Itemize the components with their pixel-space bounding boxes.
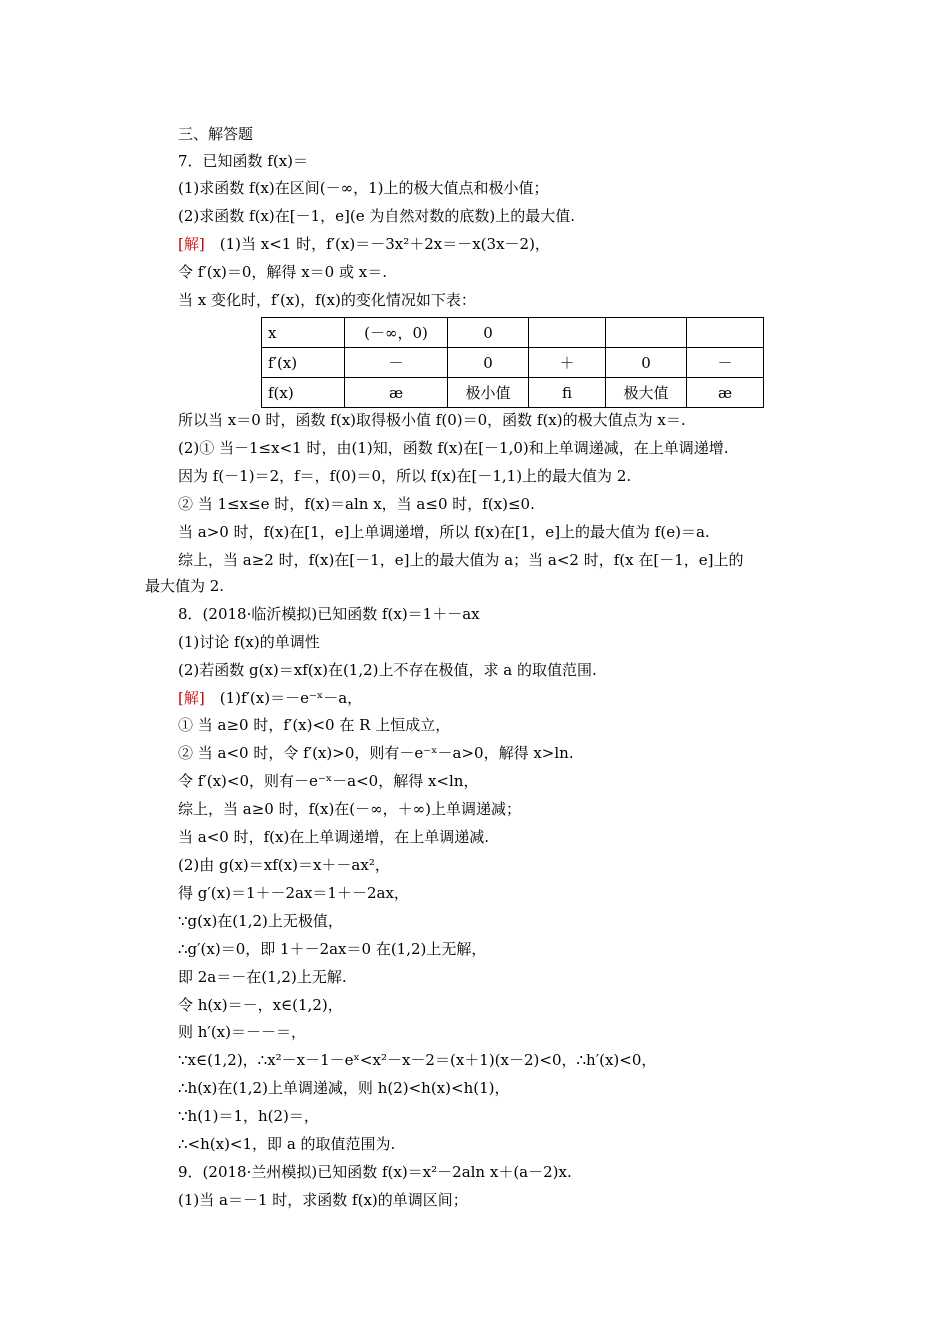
table-cell: ＋: [529, 348, 606, 378]
text-line: [178, 715, 450, 735]
line-text: (1)f′(x)＝－e⁻ˣ－a，: [204, 689, 363, 707]
text-line: [178, 995, 343, 1015]
line-text: (2)由 g(x)＝xf(x)＝x＋－ax²，: [178, 856, 390, 874]
table-cell: 极大值: [606, 378, 687, 408]
line-text: ∵h(1)＝1，h(2)＝，: [178, 1107, 319, 1125]
table-cell: f′(x): [262, 348, 345, 378]
line-text: 三、解答题: [178, 125, 254, 143]
text-line: [178, 466, 631, 486]
line-text: ∴<h(x)<1，即 a 的取值范围为.: [178, 1135, 396, 1153]
table-cell: 0: [448, 348, 529, 378]
line-text: (1)讨论 f(x)的单调性: [178, 633, 320, 651]
solution-marker: [解]: [178, 689, 205, 707]
line-text: (2)求函数 f(x)在[－1，e](e 为自然对数的底数)上的最大值.: [178, 207, 575, 225]
text-line: [178, 206, 575, 226]
text-line: [178, 438, 729, 458]
text-line: [178, 151, 308, 171]
table-cell: －: [687, 348, 764, 378]
table-cell: ﬁ: [529, 378, 606, 408]
line-text: 即 2a＝－在(1,2)上无解.: [178, 968, 347, 986]
text-line: [178, 688, 362, 708]
table-row: [262, 318, 764, 348]
table-cell: [606, 318, 687, 348]
text-line: [178, 967, 347, 987]
line-text: ② 当 a<0 时，令 f′(x)>0，则有－e⁻ˣ－a>0，解得 x>ln.: [178, 744, 574, 762]
line-text: ② 当 1≤x≤e 时，f(x)＝aln x，当 a≤0 时，f(x)≤0.: [178, 495, 535, 513]
line-text: 当 a>0 时，f(x)在[1，e]上单调递增，所以 f(x)在[1，e]上的最大值为 f(e)＝a.: [178, 523, 710, 541]
table-cell: －: [345, 348, 448, 378]
line-text: 令 h(x)＝－，x∈(1,2)，: [178, 996, 343, 1014]
text-line: [178, 262, 387, 282]
table-cell: f(x): [262, 378, 345, 408]
text-line: [178, 855, 390, 875]
line-text: 因为 f(－1)＝2，f＝，f(0)＝0，所以 f(x)在[－1,1)上的最大值为 2.: [178, 467, 632, 485]
line-text: 最大值为 2.: [145, 577, 225, 595]
text-line: [178, 494, 535, 514]
line-text: 所以当 x＝0 时，函数 f(x)取得极小值 f(0)＝0，函数 f(x)的极大值点为 x＝.: [178, 411, 686, 429]
text-line: [178, 604, 480, 624]
line-text: (2)① 当－1≤x<1 时，由(1)知，函数 f(x)在[－1,0)和上单调递减，在上单调递增.: [178, 439, 729, 457]
text-line: [178, 827, 489, 847]
table-cell: x: [262, 318, 345, 348]
solution-marker: [解]: [178, 235, 205, 253]
line-text: 7．已知函数 f(x)＝: [178, 152, 309, 170]
text-line: [178, 743, 574, 763]
line-text: 令 f′(x)＝0，解得 x＝0 或 x＝.: [178, 263, 387, 281]
line-text: ① 当 a≥0 时，f′(x)<0 在 R 上恒成立，: [178, 716, 451, 734]
text-line: [178, 1078, 509, 1098]
line-text: 9．(2018·兰州模拟)已知函数 f(x)＝x²－2aln x＋(a－2)x.: [178, 1163, 572, 1181]
text-line: [178, 1190, 468, 1210]
text-line: [178, 799, 521, 819]
line-text: (1)当 a＝－1 时，求函数 f(x)的单调区间；: [178, 1191, 468, 1209]
text-line: [178, 632, 320, 652]
table-cell: 0: [448, 318, 529, 348]
line-text: 8．(2018·临沂模拟)已知函数 f(x)＝1＋－ax: [178, 605, 480, 623]
text-line: [178, 1162, 572, 1182]
text-line: [178, 1022, 306, 1042]
text-line: [178, 522, 710, 542]
text-line: [178, 660, 597, 680]
text-line: [178, 883, 409, 903]
line-text: 当 a<0 时，f(x)在上单调递增，在上单调递减.: [178, 828, 490, 846]
table-cell: [687, 318, 764, 348]
line-text: (1)当 x<1 时，f′(x)＝－3x²＋2x＝－x(3x－2)，: [204, 235, 550, 253]
table-cell: æ: [687, 378, 764, 408]
table-cell: æ: [345, 378, 448, 408]
line-text: 则 h′(x)＝－－＝，: [178, 1023, 306, 1041]
table-cell: [529, 318, 606, 348]
text-line: [178, 234, 550, 254]
line-text: 综上，当 a≥2 时，f(x)在[－1，e]上的最大值为 a；当 a<2 时，f(x 在[－1，e]上的: [178, 551, 744, 569]
text-line: [178, 1134, 395, 1154]
text-line: [178, 939, 486, 959]
line-text: ∵x∈(1,2)，∴x²－x－1－eˣ<x²－x－2＝(x＋1)(x－2)<0，∴h′(x)<0，: [178, 1051, 657, 1069]
table-cell: 0: [606, 348, 687, 378]
text-line: [178, 178, 548, 198]
text-line: [178, 124, 253, 144]
line-text: 得 g′(x)＝1＋－2ax＝1＋－2ax，: [178, 884, 409, 902]
line-text: 令 f′(x)<0，则有－e⁻ˣ－a<0，解得 x<ln，: [178, 772, 479, 790]
line-text: 综上，当 a≥0 时，f(x)在(－∞，＋∞)上单调递减；: [178, 800, 522, 818]
line-text: ∴h(x)在(1,2)上单调递减，则 h(2)<h(x)<h(1)，: [178, 1079, 510, 1097]
variation-table: [261, 317, 764, 408]
table-cell: 极小值: [448, 378, 529, 408]
text-line: [178, 410, 686, 430]
text-line: [178, 771, 478, 791]
table-cell: (－∞，0): [345, 318, 448, 348]
line-text: (2)若函数 g(x)＝xf(x)在(1,2)上不存在极值，求 a 的取值范围.: [178, 661, 597, 679]
table-row: [262, 378, 764, 408]
line-text: ∵g(x)在(1,2)上无极值，: [178, 912, 343, 930]
line-text: ∴g′(x)＝0，即 1＋－2ax＝0 在(1,2)上无解，: [178, 940, 487, 958]
text-line: [178, 911, 343, 931]
text-line: [178, 1050, 656, 1070]
text-line: [178, 550, 744, 570]
table-row: [262, 348, 764, 378]
line-text: 当 x 变化时，f′(x)，f(x)的变化情况如下表：: [178, 291, 476, 309]
text-line: [145, 576, 224, 596]
text-line: [178, 290, 476, 310]
line-text: (1)求函数 f(x)在区间(－∞，1)上的极大值点和极小值；: [178, 179, 549, 197]
text-line: [178, 1106, 319, 1126]
